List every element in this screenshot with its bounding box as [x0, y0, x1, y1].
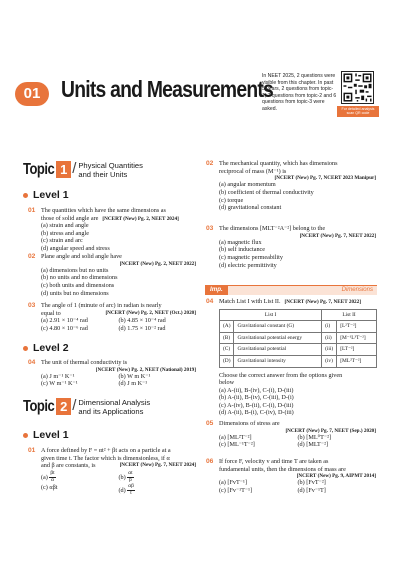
question-t2-01: 01 A force defined by F = αt² + βt acts on a particle at a given time t. The factor which is dimensionless, if α and β are constants, is [NCERT (New) Pg. 7, NEET 2024] (a) $\frac{\beta t}{\alpha}$ (b) $\frac{\alpha t}{\beta}$ (c) αβt (d) $\frac{\alpha\beta}{t}$	[28, 447, 196, 496]
option[interactable]: (d) [Fv⁻¹T]	[297, 487, 326, 495]
option[interactable]: (c) W m⁻¹ K⁻¹	[41, 380, 78, 388]
option[interactable]: (a) [ML²T⁻²]	[219, 433, 252, 441]
option[interactable]: (c) [Fv⁻¹T⁻¹]	[219, 487, 253, 495]
option[interactable]: (b) coefficient of thermal conductivity	[219, 189, 314, 197]
table-row: (B) Gravitational potential energy (ii) [M⁻¹L³T⁻²]	[220, 332, 377, 344]
option[interactable]: (c) A-(iv), B-(ii), C-(i), D-(iii)	[219, 401, 294, 409]
option[interactable]: (c) torque	[219, 196, 244, 204]
option[interactable]: (a) magnetic flux	[219, 238, 262, 246]
topic-slash: /	[72, 397, 77, 414]
option[interactable]: (b) A-(ii), B-(iv), C-(iii), D-(i)	[219, 394, 294, 402]
option[interactable]: (b) 4.85 × 10⁻⁴ rad	[118, 317, 166, 325]
topic-number-badge: 2	[56, 398, 71, 415]
topic-word: Topic	[23, 398, 55, 415]
option[interactable]: (c) strain and arc	[41, 237, 83, 245]
option[interactable]: (d) J m K⁻¹	[118, 380, 148, 388]
table-row: (C) Gravitational potential (iii) [LT⁻²]	[220, 344, 377, 356]
option[interactable]: (b) self inductance	[219, 246, 266, 254]
topic-1-heading	[23, 161, 143, 180]
option[interactable]: (b) [FvT⁻²]	[297, 479, 326, 487]
table-row: (D) Gravitational intensity (iv) [ML²T⁻²]	[220, 355, 377, 367]
option[interactable]: (b) stress and angle	[41, 229, 89, 237]
question-t2-04: 04 Match List I with List II. [NCERT (New) Pg. 7, NEET 2022] List I List II (A) Gravitational constant (G) (i) [L²T⁻²] (B) Gravitational potential energy (ii) [M⁻¹L³T⁻²] (C) Gravitational potential (iii) [LT⁻²] (D) Gravitational intensity (iv) [ML²T⁻²] Choose the correct answer from the options given below (a) A-(ii), B-(iv), C-(i), D-(iii) (b) A-(ii), B-(iv), C-(iii), D-(i) (c) A-(iv), B-(ii), C-(i), D-(iii) (d) A-(ii), B-(i), C-(iv), D-(iii)	[206, 298, 376, 417]
option[interactable]: (d) units but no dimensions	[41, 289, 109, 297]
option[interactable]: (c) 4.80 × 10⁻⁶ rad	[41, 324, 88, 332]
bullet-icon	[23, 433, 28, 438]
question-t1-03: 03 The angle of 1 (minute of arc) in radian is nearly equal to [NCERT (New) Pg. 2, NEET (Oct.) 2020] (a) 2.91 × 10⁻⁴ rad (b) 4.85 × 10⁻⁴ rad (c) 4.80 × 10⁻⁶ rad (d) 1.75 × 10⁻² rad	[28, 302, 196, 332]
topic-name: Physical Quantities and their Units	[78, 161, 143, 179]
bullet-icon	[23, 193, 28, 198]
match-table	[219, 309, 377, 368]
topic-word: Topic	[23, 161, 55, 178]
question-t1-04: 04 The unit of thermal conductivity is [NCERT (New) Pg. 2, NEET (National) 2019] (a) J m⁻¹ K⁻¹ (b) W m K⁻¹ (c) W m⁻¹ K⁻¹ (d) J m K⁻¹	[28, 359, 196, 388]
option[interactable]: (a) [FvT⁻¹]	[219, 479, 247, 487]
option[interactable]: (b) [ML⁰T⁻²]	[297, 433, 332, 441]
option[interactable]: (b) $\frac{\alpha t}{\beta}$	[118, 469, 133, 483]
important-tag: Imp.	[205, 285, 228, 295]
option[interactable]: (a) J m⁻¹ K⁻¹	[41, 372, 75, 380]
qr-code-icon[interactable]	[341, 71, 374, 104]
option[interactable]: (c) magnetic permeability	[219, 254, 283, 262]
option[interactable]: (a) dimensions but no units	[41, 266, 109, 274]
level-1-heading: Level 1	[23, 429, 69, 442]
table-row: (A) Gravitational constant (G) (i) [L²T⁻²]	[220, 321, 377, 333]
level-2-heading: Level 2	[23, 342, 69, 355]
option[interactable]: (d) $\frac{\alpha\beta}{t}$	[118, 482, 134, 496]
option[interactable]: (a) $\frac{\beta t}{\alpha}$	[41, 469, 55, 483]
level-1-heading: Level 1	[23, 189, 69, 202]
question-t2-02: 02 The mechanical quantity, which has dimensions reciprocal of mass (M⁻¹) is [NCERT (New) Pg. 7, NCERT 2023 Manipur] (a) angular momentum (b) coefficient of thermal conductivity (c) torque (d) gravitational constant	[206, 160, 376, 212]
question-t2-06: 06 If force F, velocity v and time T are taken as fundamental units, then the dimensions of mass are [NCERT (New) Pg. 9, AIPMT 2014] (a) [FvT⁻¹] (b) [FvT⁻²] (c) [Fv⁻¹T⁻¹] (d) [Fv⁻¹T]	[206, 458, 376, 495]
option[interactable]: (d) angular speed and stress	[41, 244, 110, 252]
option[interactable]: (a) strain and angle	[41, 222, 89, 230]
option[interactable]: (d) [MLT⁻²]	[297, 441, 328, 449]
option[interactable]: (a) A-(ii), B-(iv), C-(i), D-(iii)	[219, 386, 294, 394]
chapter-info: In NEET 2025, 2 questions were visible from this chapter. In past 5 years, 2 questions from topic-1, 7 questions from topic-2 and 6 questions from topic-3 were asked.	[262, 73, 337, 113]
option[interactable]: (c) [ML⁻¹T⁻²]	[219, 441, 255, 449]
option[interactable]: (a) 2.91 × 10⁻⁴ rad	[41, 317, 88, 325]
table-header-row: List I List II	[220, 309, 377, 321]
option[interactable]: (d) A-(ii), B-(i), C-(iv), D-(iii)	[219, 409, 294, 417]
topic-number-badge: 1	[56, 161, 71, 178]
option[interactable]: (a) angular momentum	[219, 181, 276, 189]
question-t2-05: 05 Dimensions of stress are [NCERT (New) Pg. 7, NEET (Sep.) 2020] (a) [ML²T⁻²] (b) [ML⁰T⁻²] (c) [ML⁻¹T⁻²] (d) [MLT⁻²]	[206, 420, 376, 449]
option[interactable]: (b) W m K⁻¹	[118, 372, 151, 380]
option[interactable]: (c) both units and dimensions	[41, 282, 115, 290]
important-bar	[205, 285, 377, 295]
question-t1-01: 01 The quantities which have the same dimensions as those of solid angle are [NCERT (New) Pg. 2, NEET 2024] (a) strain and angle (b) stress and angle (c) strain and arc (d) angular speed and stress	[28, 207, 196, 252]
question-t1-02: 02 Plane angle and solid angle have [NCERT (New) Pg. 2, NEET 2022] (a) dimensions but no units (b) no units and no dimensions (c) both units and dimensions (d) units but no dimensions	[28, 253, 196, 297]
option[interactable]: (c) αβt	[41, 483, 58, 491]
important-topic: Dimensions	[341, 287, 373, 293]
bullet-icon	[23, 346, 28, 351]
topic-2-heading	[23, 398, 150, 417]
option[interactable]: (d) electric permittivity	[219, 261, 277, 269]
question-t2-03: 03 The dimensions [MLT⁻²A⁻²] belong to the [NCERT (New) Pg. 7, NEET 2022] (a) magnetic flux (b) self inductance (c) magnetic permeability (d) electric permittivity	[206, 225, 376, 269]
option[interactable]: (b) no units and no dimensions	[41, 274, 118, 282]
qr-label: For detailed analysis scan QR code	[337, 106, 379, 117]
option[interactable]: (d) 1.75 × 10⁻² rad	[118, 324, 166, 332]
chapter-number-badge: 01	[15, 82, 49, 106]
topic-slash: /	[72, 160, 77, 177]
chapter-title: Units and Measurements	[61, 76, 274, 102]
topic-name: Dimensional Analysis and its Applications	[78, 398, 151, 416]
option[interactable]: (d) gravitational constant	[219, 204, 282, 212]
